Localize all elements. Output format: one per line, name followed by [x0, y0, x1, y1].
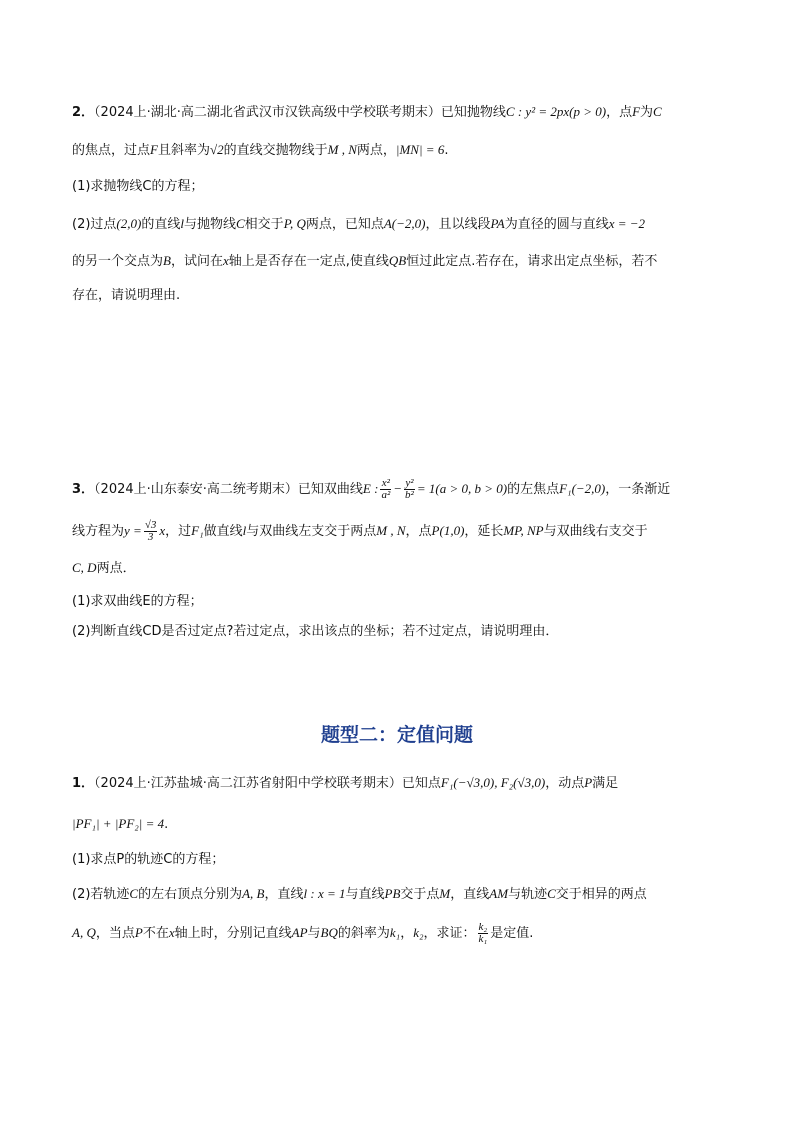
math: B [163, 253, 171, 268]
math: − [393, 481, 403, 496]
text: (2)若轨迹 [72, 887, 130, 902]
fraction-numerator: x² [381, 477, 390, 489]
text: ，直线 [450, 887, 490, 902]
s2p1-line-2 [72, 814, 168, 835]
text: 恒过此定点.若存在，请求出定点坐标，若不 [406, 254, 658, 269]
text: 与直线 [345, 887, 385, 902]
math: C [547, 886, 556, 901]
text: ，一条渐近 [605, 482, 671, 497]
text: ，动点 [545, 776, 585, 791]
text: 为直径的圆与直线 [504, 217, 609, 232]
text: 两点， [356, 143, 396, 158]
math: AM [489, 886, 509, 901]
math: E : [362, 481, 379, 496]
text: 两点． [96, 561, 136, 576]
text: 是定值. [490, 926, 534, 941]
math: C : y² = 2px(p > 0) [505, 104, 607, 119]
text: 已知抛物线 [440, 105, 506, 120]
math: = 1(a > 0, b > 0) [416, 481, 508, 496]
math: C [129, 886, 139, 901]
fraction-denominator: k₁ [478, 933, 488, 945]
problem-number: 2． [72, 105, 95, 120]
math: x = −2 [608, 216, 646, 231]
fraction-numerator: √3 [144, 519, 157, 531]
text: 与双曲线右支交于 [543, 524, 648, 539]
math: |PF₁| + |PF₂| = 4 [72, 816, 165, 831]
section-title: 题型二：定值问题 [320, 724, 473, 746]
source-note: （2024上·江苏盐城·高二江苏省射阳中学校联考期末） [94, 776, 402, 791]
text: 的直线 [141, 217, 181, 232]
math: y = [124, 523, 142, 538]
math: F [150, 142, 158, 157]
text: 的左焦点 [507, 482, 560, 497]
math: M , N [376, 523, 406, 538]
fraction [380, 478, 391, 501]
math: PA [490, 216, 505, 231]
p2-line-4 [72, 214, 645, 235]
math: P, Q [283, 216, 306, 231]
text: (2)过点 [72, 217, 117, 232]
text: 不在 [142, 926, 169, 941]
text: 相交于 [244, 217, 284, 232]
text: ，试问在 [170, 254, 223, 269]
text: 的斜率为 [337, 926, 390, 941]
text: 已知点 [401, 776, 441, 791]
text: . [444, 143, 449, 158]
fraction [404, 478, 415, 501]
text: 两点，已知点 [305, 217, 384, 232]
math: x [168, 925, 175, 940]
source-note: （2024上·湖北·高二湖北省武汉市汉铁高级中学校联考期末） [94, 105, 441, 120]
math: AP [291, 925, 308, 940]
text: 轴上时，分别记直线 [174, 926, 292, 941]
text: 交于相异的两点 [555, 887, 647, 902]
s2p1-subquestion-1: (1)求点P的轨迹C的方程； [72, 852, 225, 867]
text: ，求证： [423, 926, 476, 941]
math: A, Q [72, 925, 96, 940]
math: A(−2,0) [383, 216, 426, 231]
p3-line-2 [72, 520, 648, 543]
text: 交于点 [400, 887, 440, 902]
text: ，点 [606, 105, 633, 120]
text: ，延长 [464, 524, 504, 539]
math: P [584, 775, 593, 790]
text: 为 [640, 105, 654, 120]
p2-line-2 [72, 140, 448, 161]
p3-line-1 [72, 478, 670, 501]
text: . [164, 817, 169, 832]
text: ，直线 [264, 887, 304, 902]
math: (2,0) [116, 216, 142, 231]
math: PB [384, 886, 401, 901]
fraction-numerator: y² [405, 477, 414, 489]
math: F₁ [191, 523, 204, 538]
math: M [439, 886, 451, 901]
math: l : x = 1 [303, 886, 346, 901]
text: 的左右顶点分别为 [138, 887, 243, 902]
text: 满足 [592, 776, 619, 791]
fraction-denominator: b² [405, 489, 414, 501]
math: F [632, 104, 641, 119]
p2-line-6: 存在，请说明理由. [72, 288, 181, 303]
text: 且斜率为 [157, 143, 210, 158]
fraction-denominator: a² [381, 489, 391, 501]
text: ，且以线段 [425, 217, 491, 232]
math: F₁(−2,0) [559, 481, 606, 496]
source-note: （2024上·山东泰安·高二统考期末） [94, 482, 298, 497]
s2p1-line-4 [72, 884, 647, 905]
text: 的直线交抛物线于 [223, 143, 328, 158]
math: P(1,0) [431, 523, 465, 538]
p3-subquestion-1: (1)求双曲线E的方程； [72, 594, 203, 609]
text: 与轨迹 [508, 887, 548, 902]
math: k₂ [413, 925, 424, 940]
p2-subquestion-1: (1)求抛物线C的方程； [72, 179, 204, 194]
p2-line-5 [72, 251, 657, 272]
math: l [242, 523, 247, 538]
fraction [144, 520, 158, 543]
p2-line-1 [72, 102, 662, 123]
text: ，当点 [95, 926, 135, 941]
text: 线方程为 [72, 524, 125, 539]
math: P [134, 925, 143, 940]
math: C [653, 104, 662, 119]
math: A, B [242, 886, 265, 901]
math: M , N [327, 142, 357, 157]
p3-subquestion-2: (2)判断直线CD是否过定点?若过定点，求出该点的坐标；若不过定点，请说明理由． [72, 624, 559, 639]
text: 的焦点，过点 [72, 143, 151, 158]
fraction-numerator: k₂ [478, 921, 488, 933]
math: BQ [320, 925, 338, 940]
fraction-denominator: 3 [147, 531, 154, 543]
math: k₁ [389, 925, 401, 940]
math: l [180, 216, 184, 231]
text: 与 [307, 926, 321, 941]
s2p1-line-5 [72, 922, 533, 945]
text: ， [400, 926, 414, 941]
text: ，过 [165, 524, 192, 539]
problem-number: 1． [72, 776, 95, 791]
math: x [159, 523, 166, 538]
text: 轴上是否存在一定点,使直线 [228, 254, 389, 269]
text: 做直线 [203, 524, 243, 539]
problem-number: 3． [72, 482, 95, 497]
math: QB [388, 253, 407, 268]
math: C [236, 216, 245, 231]
math: MP, NP [503, 523, 544, 538]
math: x [222, 253, 229, 268]
math: C, D [72, 560, 97, 575]
text: 与抛物线 [183, 217, 236, 232]
math: |MN| = 6 [395, 142, 445, 157]
fraction [478, 922, 489, 945]
s2p1-line-1 [72, 773, 618, 794]
math: √2 [209, 142, 224, 157]
text: 与双曲线左支交于两点 [246, 524, 377, 539]
text: ，点 [405, 524, 432, 539]
p3-line-3 [72, 558, 136, 579]
text: 的另一个交点为 [72, 254, 164, 269]
text: 已知双曲线 [297, 482, 363, 497]
math: F₁(−√3,0), F₂(√3,0) [440, 775, 546, 790]
